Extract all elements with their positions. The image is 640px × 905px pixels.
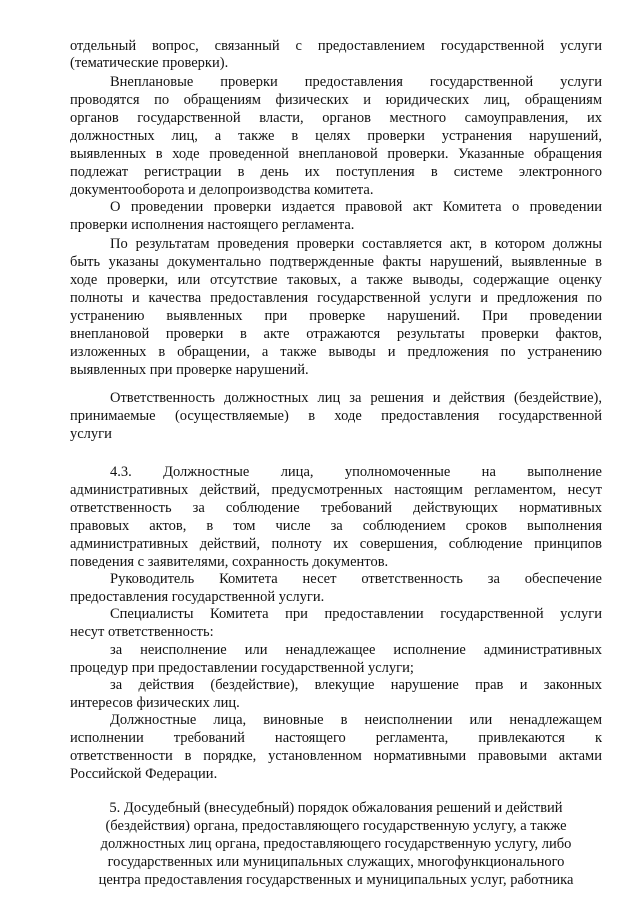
text-line: (тематические проверки). [70,55,229,71]
section-heading-line: должностных лиц органа, предоставляющего государственную услугу, либо [100,836,572,852]
section-heading-line: услуги [70,426,112,442]
section-heading-line: центра предоставления государственных и муниципальных услуг, работника [98,872,574,888]
text-line: выявленных в ходе проведенной внеплановой проверки. Указанные обращения [70,146,602,162]
text-line: выявленных при проверке нарушений. [70,362,309,378]
text-line: быть указаны документально подтвержденные факты нарушений, выявленные в [70,254,602,270]
list-item-line: процедур при предоставлении государственной услуги; [70,660,414,676]
list-item-line: интересов физических лиц. [70,695,240,711]
text-line: устранению выявленных при проверке нарушений. При проведении [70,308,602,324]
text-line: несут ответственность: [70,624,214,640]
section-heading-line: принимаемые (осуществляемые) в ходе предоставления государственной [70,408,602,424]
text-line: Специалисты Комитета при предоставлении государственной услуги [110,606,602,622]
text-line: О проведении проверки издается правовой акт Комитета о проведении [110,199,602,215]
text-line: полноты и качества предоставления государственной услуги и предложения по [70,290,602,306]
text-line: проверки исполнения настоящего регламента. [70,217,355,233]
text-line: внеплановой проверки в акте отражаются результаты проверки фактов, [70,326,602,342]
text-line: подлежат регистрации в день их поступления в системе электронного [70,164,602,180]
text-line: ответственность за соблюдение требований действующих нормативных [70,500,602,516]
list-item-line: за действия (бездействие), влекущие нарушение прав и законных [110,677,602,693]
text-line: Российской Федерации. [70,766,218,782]
text-line: правовых актов, в том числе за соблюдением сроков выполнения [70,518,602,534]
text-line: документооборота и делопроизводства комитета. [70,182,374,198]
text-line: Должностные лица, виновные в неисполнении или ненадлежащем [110,712,602,728]
section-heading-line: государственных или муниципальных служащих, многофункционального [107,854,565,870]
text-line: По результатам проведения проверки составляется акт, в котором должны [110,236,602,252]
section-heading-line: 5. Досудебный (внесудебный) порядок обжалования решений и действий [109,800,563,816]
list-item-line: за неисполнение или ненадлежащее исполнение административных [110,642,602,658]
text-line: поведения с заявителями, сохранность документов. [70,554,389,570]
text-line: 4.3. Должностные лица, уполномоченные на выполнение [110,464,602,480]
text-line: предоставления государственной услуги. [70,589,325,605]
text-line: Руководитель Комитета несет ответственность за обеспечение [110,571,602,587]
text-line: проводятся по обращениям физических и юридических лиц, обращениям [70,92,602,108]
text-line: административных действий, предусмотренных настоящим регламентом, несут [70,482,602,498]
text-line: административных действий, полноту их совершения, соблюдение принципов [70,536,602,552]
text-line: Внеплановые проверки предоставления государственной услуги [110,74,602,90]
text-line: ответственности в порядке, установленном нормативными правовыми актами [70,748,602,764]
text-line: изложенных в обращении, а также выводы и предложения по устранению [70,344,602,360]
text-line: должностных лиц, а также в целях проверки устранения нарушений, [70,128,602,144]
text-line: исполнении требований настоящего регламента, привлекаются к [70,730,602,746]
section-heading-line: Ответственность должностных лиц за решения и действия (бездействие), [110,390,602,406]
text-line: ходе проверки, или отсутствие таковых, а также выводы, содержащие оценку [70,272,602,288]
section-heading-line: (бездействия) органа, предоставляющего государственную услугу, а также [105,818,567,834]
text-line: органов государственной власти, органов местного самоуправления, их [70,110,602,126]
text-line: отдельный вопрос, связанный с предоставлением государственной услуги [70,38,602,54]
